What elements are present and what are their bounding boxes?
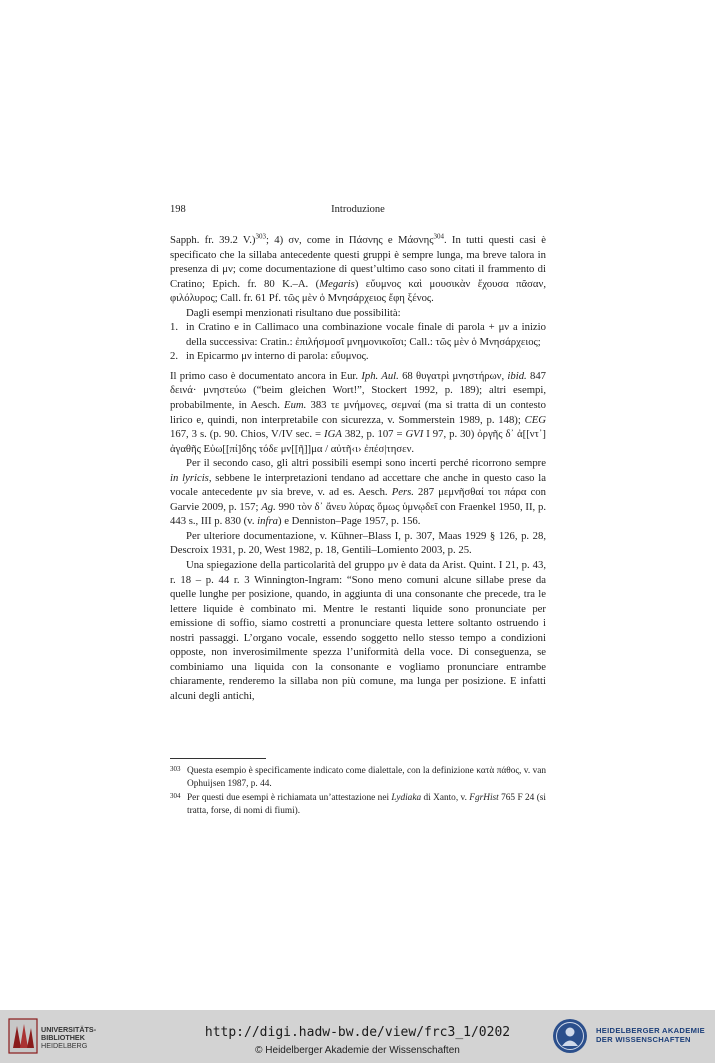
paragraph-1: Sapph. fr. 39.2 V.)$^{303}$; 4) σν, come in Πάσνης e Μάσνης$^{304}$. In tutti questi casi è specificato che la sillaba antecedente questi gruppi è sempre lunga, ma breve talora in presenza di μν; come documentazione di quest’ultimo caso sono citati il frammento di Cratino; Epich. fr. 80 K.–A. (Megaris) εὔυμνος καὶ μουσικὰν ἔχουσα πᾶσαν, φιλόλυρος; Call. fr. 61 Pf. τῶς μὲν ὁ Μνησάρχειος ἔφη ξένος. <box>170 232 547 305</box>
hadw-seal-icon[interactable] <box>552 1018 588 1054</box>
page-url-link[interactable]: http://digi.hadw-bw.de/view/frc3_1/0202 <box>204 1025 511 1040</box>
footnote-divider <box>170 758 266 759</box>
viewer-footer-bar <box>0 1010 715 1063</box>
list-item: 2. in Epicarmo μν interno di parola: εὔυμνος. <box>170 350 369 363</box>
hadw-name[interactable]: HEIDELBERGER AKADEMIE DER WISSENSCHAFTEN <box>596 1026 705 1044</box>
copyright-notice: © Heidelberger Akademie der Wissenschaften <box>255 1045 460 1056</box>
paragraph-4: Per il secondo caso, gli altri possibili esempi sono incerti perché ricorrono sempre in lyricis, sebbene le interpretazioni tendano ad accettare che anche in questo caso la vocale antecedente μν sia breve, v. ad es. Aesch. Pers. 287 μεμνῆσθαί τοι πάρα con Garvie 2009, p. 157; Ag. 990 τὸν δ᾽ ἄνευ λύρας ὅμως ὑμνῳδεῖ con Fraenkel 1950, II, p. 443 s., III p. 830 (v. infra) e Denniston–Page 1957, p. 156. <box>170 457 547 528</box>
footnote-ref-303[interactable]: 303 <box>255 232 266 241</box>
chapter-title: Introduzione <box>331 204 385 215</box>
footnote-ref-304[interactable]: 304 <box>433 232 444 241</box>
running-head <box>170 204 546 218</box>
footnote-303: 303 Questa esempio è specificamente indicato come dialettale, con la definizione κατὰ πάθος, v. van Ophuijsen 1987, p. 44. <box>170 765 546 789</box>
footnote-304: 304 Per questi due esempi è richiamata un’attestazione nei Lydiaka di Xanto, v. FgrHist 765 F 24 (si tratta, forse, di nomi di fiumi). <box>170 791 546 816</box>
paragraph-5: Per ulteriore documentazione, v. Kühner–Blass I, p. 307, Maas 1929 § 126, p. 28, Descroix 1931, p. 20, West 1982, p. 18, Gentili–Lomiento 2003, p. 25. <box>170 529 546 557</box>
paragraph-2: Dagli esempi menzionati risultano due possibilità: <box>186 306 401 319</box>
page-number: 198 <box>170 204 186 215</box>
body-text <box>170 233 546 704</box>
ub-heidelberg-name[interactable]: UNIVERSITÄTS- BIBLIOTHEK HEIDELBERG <box>41 1025 97 1050</box>
possibilities-list <box>170 320 546 364</box>
list-item: 1. in Cratino e in Callimaco una combinazione vocale finale di parola + μν a inizio della successiva: Cratin.: ἐπιλήσμοσῖ μνημονικοῖσι; Call.: τῶς μὲν ὁ Μνησάρχειος; <box>170 321 546 348</box>
paragraph-3: Il primo caso è documentato ancora in Eur. Iph. Aul. 68 θυγατρὶ μνηστήρων, ibid. 847 δεινά· μνηστεύω (“beim gleichen Wort!”, Stockert 1992, p. 189); altri esempi, probabilmente, in Aesch. Eum. 383 τε μνήμονες, σεμναί (ma si tratta di un contesto lirico e, quindi, non interpretabile con sicurezza, v. Sommerstein 1989, p. 148); CEG 167, 3 s. (p. 90. Chios, V/IV sec. = IGA 382, p. 107 = GVI I 97, p. 30) ὀργῆς δ᾽ ἀ[[ντ᾽] ἀγαθῆς Εὐω[[πί]δης τόδε μν[[ῆ]]μα / αὐτῆ‹ι› ἐπέσ|τησεν. <box>170 369 547 455</box>
paragraph-6: Una spiegazione della particolarità del gruppo μν è data da Arist. Quint. I 21, p. 43, r. 18 – p. 44 r. 3 Winnington-Ingram: “Sono meno comuni alcune sillabe prese da quelle lunghe per posizione, quando, in aggiunta di una consonante che precede, tra le lettere liquide è combinato mi. Mentre le restanti liquide sono pronunciate per emissione di soffio, siamo costretti a pronunciare questa lettere soltanto ostruendo i nostri passaggi. L’organo vocale, essendo soggetto nello stesso tempo a condizioni opposte, non inverosimilmente spezza l’uniformità della voce. Di conseguenza, se combiniamo una liquida con la consonante e vogliamo pronunciare entrambe chiaramente, renderemo la sillaba non più comune, ma lunga per posizione. E infatti alcuni degli antichi, <box>170 559 546 702</box>
footnotes <box>170 765 546 819</box>
